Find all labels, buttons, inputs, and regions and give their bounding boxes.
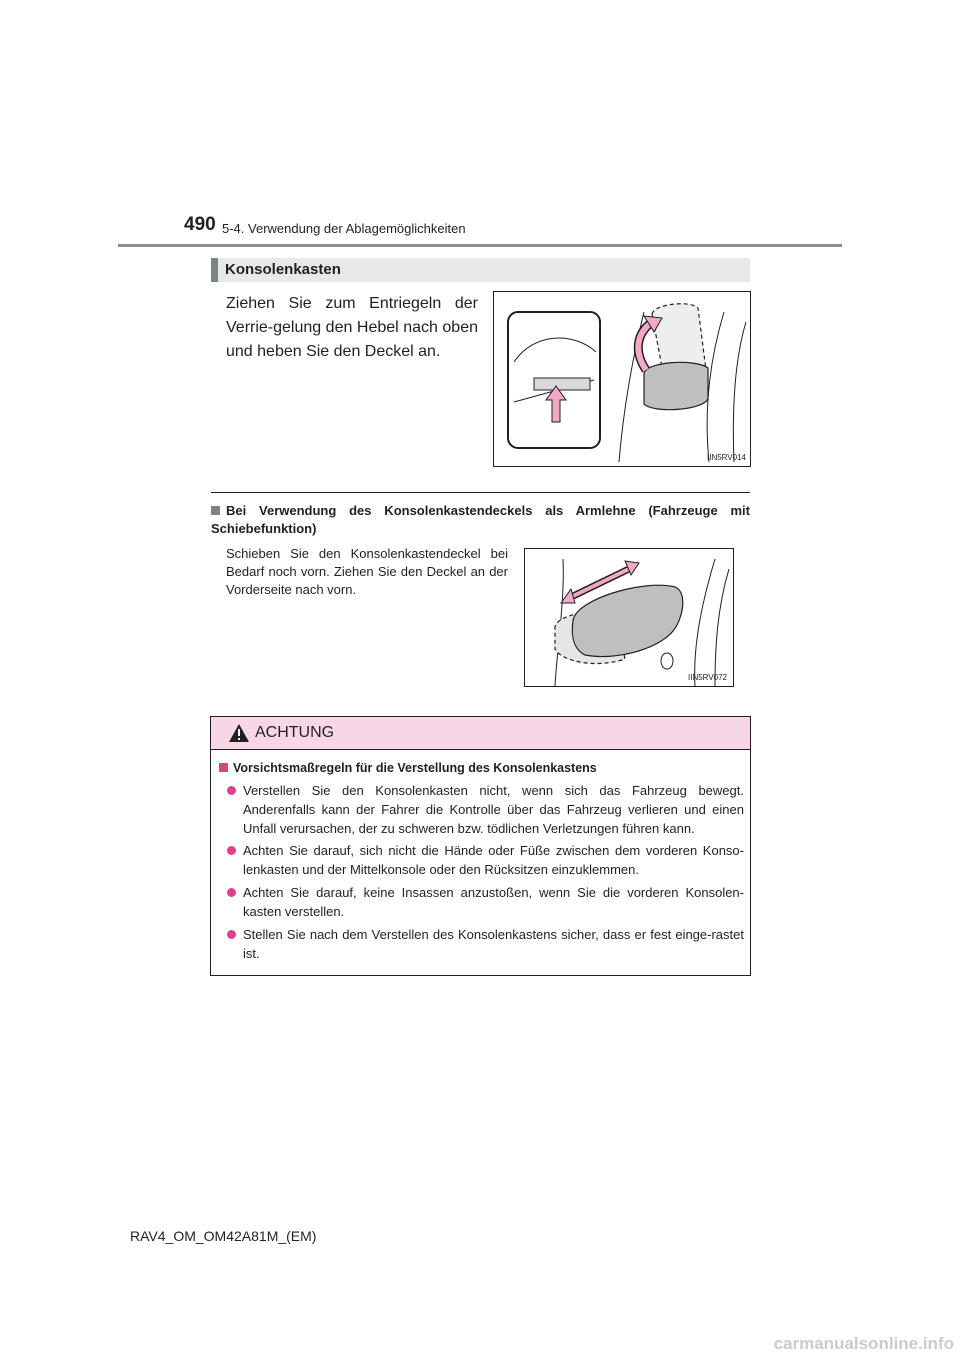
figure2-code: IIN5RV072 xyxy=(688,673,727,682)
intro-text: Ziehen Sie zum Entriegeln der Verrie-gelung den Hebel nach oben und heben Sie den Deckel an. xyxy=(226,295,478,360)
pink-dot-icon xyxy=(227,786,236,795)
figure1-code: IIN5RV014 xyxy=(707,453,746,462)
section-path: 5-4. Verwendung der Ablagemöglichkeiten xyxy=(222,221,466,236)
caution-bullet-text: Achten Sie darauf, keine Insassen anzustoßen, wenn Sie die vorderen Konsolen-kasten verstellen. xyxy=(243,885,744,919)
footer-doc-code: RAV4_OM_OM42A81M_(EM) xyxy=(130,1228,317,1244)
caution-bullet xyxy=(227,781,744,838)
caution-subheading-text: Vorsichtsmaßregeln für die Verstellung des Konsolenkastens xyxy=(233,761,597,775)
caution-subheading xyxy=(219,761,597,775)
section-title: Konsolenkasten xyxy=(225,261,341,278)
warning-triangle-icon xyxy=(228,723,250,743)
caution-box xyxy=(210,716,751,976)
figure-armrest-slide xyxy=(524,548,734,687)
caution-header xyxy=(211,717,750,750)
square-bullet-icon xyxy=(211,506,220,515)
pink-dot-icon xyxy=(227,846,236,855)
section-header xyxy=(211,258,750,282)
caution-bullet-text: Verstellen Sie den Konsolenkasten nicht, wenn sich das Fahrzeug bewegt. Anderenfalls kann der Fahrer die Kontrolle über das Fahrzeug verlieren und einen Unfall verursachen, der zu schweren bzw. tödlichen Verletzungen führen kann. xyxy=(243,783,744,836)
header-rule xyxy=(118,244,842,247)
subsection-heading-text: Bei Verwendung des Konsolenkastendeckels als Armlehne (Fahrzeuge mit Schiebefunktion) xyxy=(211,503,750,536)
caution-bullet xyxy=(227,841,744,879)
page-number: 490 xyxy=(184,214,216,235)
armrest-illustration xyxy=(525,549,733,686)
subsection-text: Schieben Sie den Konsolenkastendeckel bei Bedarf noch vorn. Ziehen Sie den Deckel an der Vorderseite nach vorn. xyxy=(226,546,508,597)
watermark: carmanualsonline.info xyxy=(773,1334,954,1353)
pink-dot-icon xyxy=(227,930,236,939)
caution-bullet-text: Stellen Sie nach dem Verstellen des Konsolenkastens sicher, dass er fest einge-rastet ist. xyxy=(243,927,744,961)
subsection-rule xyxy=(211,492,750,493)
square-bullet-icon xyxy=(219,763,228,772)
subsection-heading xyxy=(211,502,750,538)
console-box-illustration xyxy=(494,292,750,466)
caution-bullet-text: Achten Sie darauf, sich nicht die Hände oder Füße zwischen dem vorderen Konso-lenkasten und der Mittelkonsole oder den Rücksitzen einzuklemmen. xyxy=(243,843,744,877)
pink-dot-icon xyxy=(227,888,236,897)
caution-title: ACHTUNG xyxy=(255,724,335,741)
section-header-bar xyxy=(211,258,218,282)
figure-console-box-open xyxy=(493,291,751,467)
caution-bullet xyxy=(227,883,744,921)
caution-bullet xyxy=(227,925,744,963)
